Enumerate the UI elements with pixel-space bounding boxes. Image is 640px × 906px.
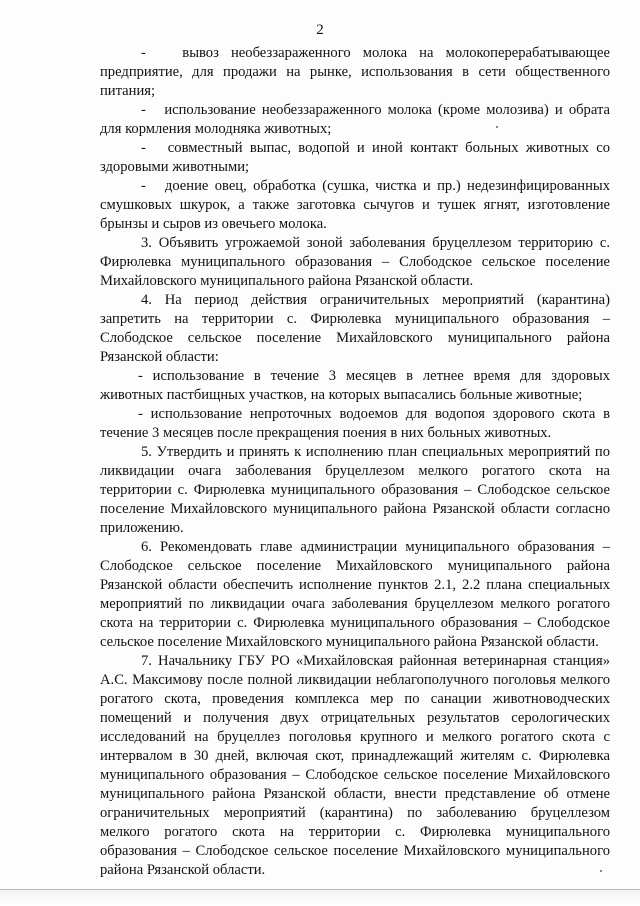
- paragraph-item-6: 6. Рекомендовать главе администрации муниципального образования – Слободское сельское поселение Михайловского муниципального района Рязанской области обеспечить исполнение пунктов 2.1, 2.2 плана специальных мероприятий по ликвидации очага заболевания бруцеллезом мелкого рогатого скота на территории с. Фирюлевка муниципального образования – Слободское сельское поселение Михайловского муниципального района Рязанской области.: [100, 539, 610, 650]
- paragraph-item-3: 3. Объявить угрожаемой зоной заболевания бруцеллезом территорию с. Фирюлевка муниципального образования – Слободское сельское поселение Михайловского муниципального района Рязанской области.: [100, 235, 610, 289]
- page-number: 2: [316, 22, 324, 38]
- paragraph-item-4-ponds: - использование непроточных водоемов для водопоя здорового скота в течение 3 месяцев после прекращения поения в них больных животных.: [100, 406, 610, 441]
- paragraph-item-4: 4. На период действия ограничительных мероприятий (карантина) запретить на территории с. Фирюлевка муниципального образования – Слободское сельское поселение Михайловского муниципального района Рязанской области:: [100, 292, 610, 365]
- paragraph-item-4-pastures: - использование в течение 3 месяцев в летнее время для здоровых животных пастбищных участков, на которых выпасались больные животные;: [100, 368, 610, 403]
- document-body: [100, 44, 610, 880]
- paragraph-ban-contact: - совместный выпас, водопой и иной контакт больных животных со здоровыми животными;: [100, 140, 610, 175]
- paragraph-ban-milk-sale: - вывоз необеззараженного молока на молокоперерабатывающее предприятие, для продажи на рынке, использования в сети общественного питания;: [100, 45, 610, 99]
- paragraph-item-5: 5. Утвердить и принять к исполнению план специальных мероприятий по ликвидации очага заболевания бруцеллезом мелкого рогатого скота на территории с. Фирюлевка муниципального образования – Слободское сельское поселение Михайловского муниципального района Рязанской области согласно приложению.: [100, 444, 610, 536]
- paragraph-ban-milk-feeding: - использование необеззараженного молока (кроме молозива) и обрата для кормления молодняка животных;: [100, 102, 610, 137]
- paragraph-ban-sheep-milking: - доение овец, обработка (сушка, чистка и пр.) недезинфицированных смушковых шкурок, а также заготовка сычугов и тушек ягнят, изготовление брынзы и сыров из овечьего молока.: [100, 178, 610, 232]
- scan-speck: [496, 126, 498, 128]
- scan-bottom-edge: [0, 889, 640, 906]
- paragraph-item-7: 7. Начальнику ГБУ РО «Михайловская районная ветеринарная станция» А.С. Максимову после полной ликвидации неблагополучного поголовья мелкого рогатого скота, проведения комплекса мер по санации животноводческих помещений и получения двух отрицательных результатов серологических исследований на бруцеллез поголовья крупного и мелкого рогатого скота с интервалом в 30 дней, включая скот, принадлежащий жителям с. Фирюлевка муниципального образования – Слободское сельское поселение Михайловского муниципального района Рязанской области, внести представление об отмене ограничительных мероприятий (карантина) по заболеванию бруцеллезом мелкого рогатого скота на территории с. Фирюлевка муниципального образования – Слободское сельское поселение Михайловского муниципального района Рязанской области.: [100, 653, 610, 878]
- scan-speck: [600, 870, 602, 872]
